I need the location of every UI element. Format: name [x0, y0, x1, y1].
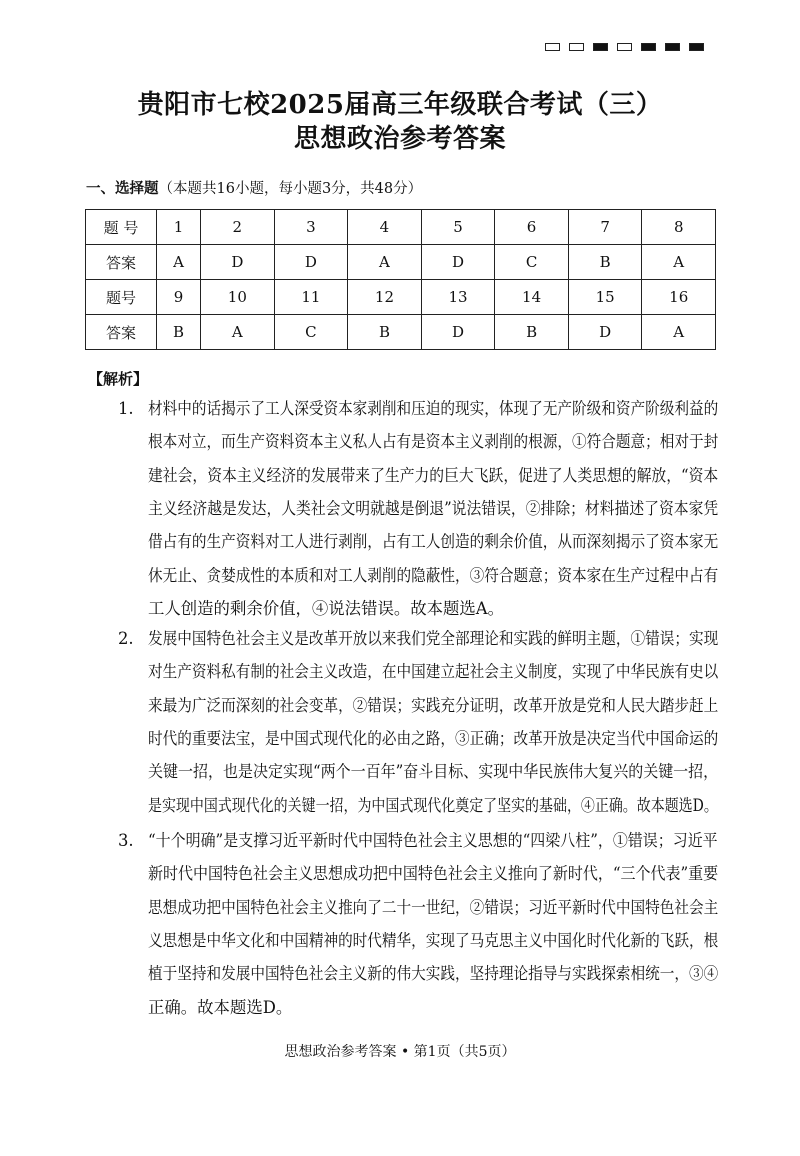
table-cell: 12	[348, 280, 422, 315]
table-cell: 3	[274, 210, 348, 245]
analysis-text-line: 来最为广泛而深刻的社会变革，②错误；实践充分证明，改革开放是党和人民大踏步赶上	[148, 695, 719, 715]
table-cell: 2	[201, 210, 275, 245]
section-note: （本题共16小题，每小题3分，共48分）	[158, 181, 423, 197]
marker-box-filled	[665, 43, 680, 51]
table-cell: D	[274, 245, 348, 280]
analysis-text-line: 正确。故本题选D。	[148, 997, 293, 1017]
table-cell: A	[642, 245, 716, 280]
table-cell: A	[642, 315, 716, 350]
table-cell: 6	[495, 210, 569, 245]
table-cell: D	[421, 315, 495, 350]
table-cell: A	[201, 315, 275, 350]
page-footer: 思想政治参考答案 • 第1页（共5页）	[284, 1044, 516, 1060]
table-cell: A	[157, 245, 201, 280]
table-cell: D	[568, 315, 642, 350]
analysis-text-line: 时代的重要法宝，是中国式现代化的必由之路，③正确；改革开放是决定当代中国命运的	[148, 728, 719, 748]
table-cell: 14	[495, 280, 569, 315]
analysis-text-line: 休无止、贪婪成性的本质和对工人剥削的隐蔽性，③符合题意；资本家在生产过程中占有	[148, 565, 719, 585]
marker-box-filled	[593, 43, 608, 51]
document-title: 贵阳市七校2025届高三年级联合考试（三）	[137, 90, 663, 120]
table-cell: C	[274, 315, 348, 350]
table-cell: 13	[421, 280, 495, 315]
marker-box-filled	[689, 43, 704, 51]
table-cell: 7	[568, 210, 642, 245]
table-cell: 9	[157, 280, 201, 315]
section-heading	[86, 177, 422, 198]
table-cell: 10	[201, 280, 275, 315]
analysis-text-line: 义思想是中华文化和中国精神的时代精华，实现了马克思主义中国化时代化新的飞跃，根	[148, 930, 719, 950]
row-header-cell: 题 号	[86, 210, 157, 245]
analysis-text-line: 思想成功把中国特色社会主义推向了二十一世纪，②错误；习近平新时代中国特色社会主	[148, 897, 719, 917]
analysis-text-line: 对生产资料私有制的社会主义改造，在中国建立起社会主义制度，实现了中华民族有史以	[148, 662, 719, 682]
table-cell: 5	[421, 210, 495, 245]
analysis-text-line: 材料中的话揭示了工人深受资本家剥削和压迫的现实，体现了无产阶级和资产阶级利益的	[148, 399, 719, 418]
item-number: 3.	[118, 831, 134, 850]
analysis-text-line: 工人创造的剩余价值，④说法错误。故本题选A。	[148, 598, 505, 618]
table-row	[86, 210, 716, 245]
analysis-text-line: “十个明确”是支撑习近平新时代中国特色社会主义思想的“四梁八柱”，①错误；习近平	[148, 831, 718, 850]
table-row	[86, 245, 716, 280]
analysis-text-line: 植于坚持和发展中国特色社会主义新的伟大实践，坚持理论指导与实践探索相统一，③④	[148, 964, 719, 984]
table-cell: 15	[568, 280, 642, 315]
table-cell: D	[421, 245, 495, 280]
exam-marker-boxes	[545, 43, 704, 51]
table-cell: 16	[642, 280, 716, 315]
table-row	[86, 315, 716, 350]
answer-table	[85, 209, 716, 350]
table-cell: 1	[157, 210, 201, 245]
table-cell: A	[348, 245, 422, 280]
analysis-text-line: 根本对立，而生产资料资本主义私人占有是资本主义剥削的根源，①符合题意；相对于封	[148, 432, 719, 452]
analysis-text-line: 是实现中国式现代化的关键一招，为中国式现代化奠定了坚实的基础，④正确。故本题选D。	[148, 795, 718, 815]
table-cell: 11	[274, 280, 348, 315]
row-header-cell: 题号	[86, 280, 157, 315]
analysis-text-line: 建社会，资本主义经济的发展带来了生产力的巨大飞跃，促进了人类思想的解放，“资本	[148, 465, 719, 485]
table-cell: 4	[348, 210, 422, 245]
table-cell: B	[495, 315, 569, 350]
item-number: 2.	[118, 629, 134, 648]
analysis-heading: 【解析】	[88, 370, 149, 388]
marker-box-filled	[641, 43, 656, 51]
analysis-text-line: 关键一招，也是决定实现“两个一百年”奋斗目标、实现中华民族伟大复兴的关键一招，	[148, 762, 719, 782]
table-cell: B	[157, 315, 201, 350]
section-label: 一、选择题	[86, 180, 159, 197]
analysis-text-line: 借占有的生产资料对工人进行剥削，占有工人创造的剩余价值，从而深刻揭示了资本家无	[148, 532, 719, 552]
table-cell: B	[568, 245, 642, 280]
analysis-text-line: 发展中国特色社会主义是改革开放以来我们党全部理论和实践的鲜明主题，①错误；实现	[148, 629, 719, 648]
row-header-cell: 答案	[86, 315, 157, 350]
marker-box-empty	[569, 43, 584, 51]
table-cell: B	[348, 315, 422, 350]
table-row	[86, 280, 716, 315]
marker-box-empty	[617, 43, 632, 51]
item-number: 1.	[118, 399, 134, 418]
analysis-text-line: 新时代中国特色社会主义思想成功把中国特色社会主义推向了新时代，“三个代表”重要	[148, 864, 719, 884]
table-cell: D	[201, 245, 275, 280]
row-header-cell: 答案	[86, 245, 157, 280]
document-subtitle: 思想政治参考答案	[293, 124, 506, 154]
analysis-text-line: 主义经济越是发达，人类社会文明就越是倒退”说法错误，②排除；材料描述了资本家凭	[148, 498, 719, 518]
table-cell: C	[495, 245, 569, 280]
table-cell: 8	[642, 210, 716, 245]
marker-box-empty	[545, 43, 560, 51]
